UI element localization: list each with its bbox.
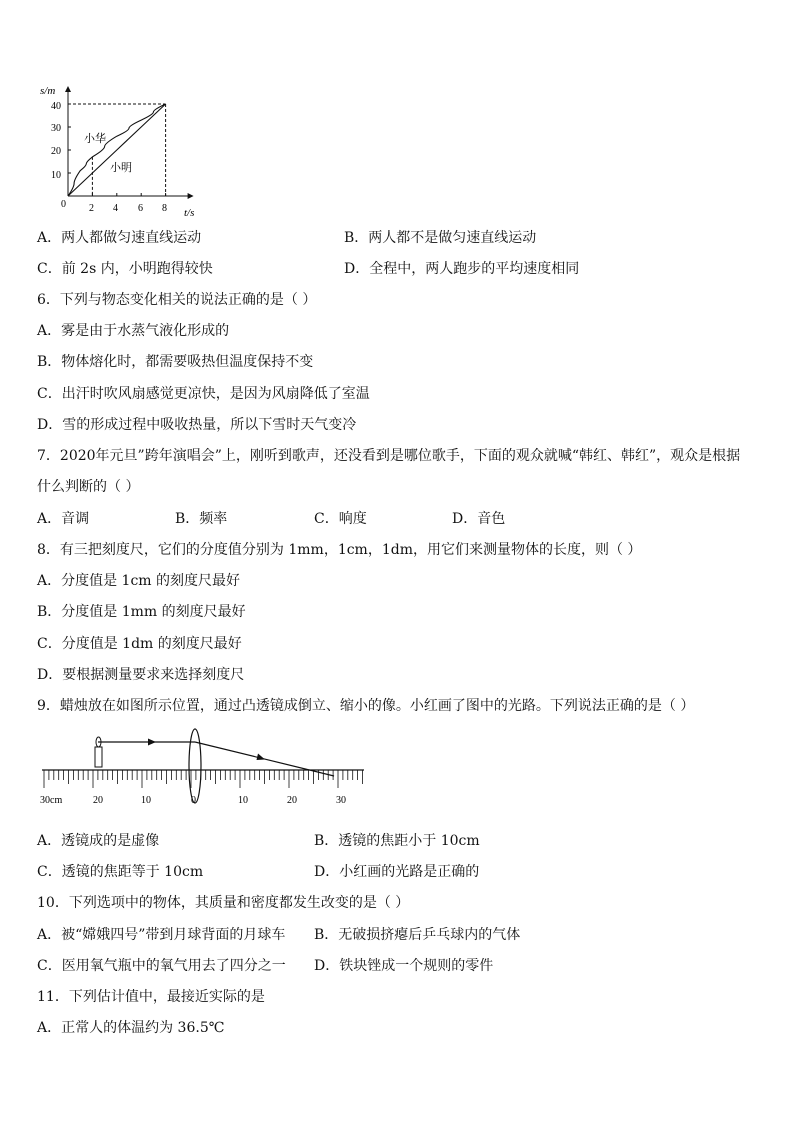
x-tick-label: 6 xyxy=(138,203,143,214)
q9-option-b[interactable]: B．透镜的焦距小于 10cm xyxy=(314,833,480,849)
y-tick-label: 40 xyxy=(51,101,61,112)
q7-option-a[interactable]: A．音调 xyxy=(37,511,90,527)
series-label-xiaohua: 小华 xyxy=(84,133,106,145)
q8-option-a[interactable]: A．分度值是 1cm 的刻度尺最好 xyxy=(37,573,241,589)
series-label-xiaoming: 小明 xyxy=(110,162,132,174)
x-axis-label: t/s xyxy=(184,207,195,219)
x-tick-label: 8 xyxy=(162,203,167,214)
y-axis-arrow-icon xyxy=(65,86,71,92)
q6-stem: 6．下列与物态变化相关的说法正确的是（ ） xyxy=(37,292,317,308)
q7-stem-line1: 7．2020年元旦”跨年演唱会”上，刚听到歌声，还没看到是哪位歌手，下面的观众就喊“韩红、韩红”，观众是根据 xyxy=(37,448,741,464)
q6-option-d[interactable]: D．雪的形成过程中吸收热量，所以下雪时天气变冷 xyxy=(37,417,357,433)
ruler-label: 10 xyxy=(238,795,248,806)
q8-option-c[interactable]: C．分度值是 1dm 的刻度尺最好 xyxy=(37,636,242,652)
series-line-1 xyxy=(68,104,166,196)
q8-stem: 8．有三把刻度尺，它们的分度值分别为 1mm，1cm，1dm，用它们来测量物体的长度，则（ ） xyxy=(37,542,642,558)
q8-option-d[interactable]: D．要根据测量要求来选择刻度尺 xyxy=(37,667,245,683)
y-axis-label: s/m xyxy=(40,85,56,97)
lens-ruler-diagram xyxy=(34,726,374,818)
y-tick-label: 30 xyxy=(51,123,61,134)
y-tick-label: 10 xyxy=(51,170,61,181)
q10-stem: 10．下列选项中的物体，其质量和密度都发生改变的是（ ） xyxy=(37,895,410,911)
q7-stem-line2: 什么判断的（ ） xyxy=(37,479,140,495)
candle-icon xyxy=(95,747,102,767)
q11-option-a[interactable]: A．正常人的体温约为 36.5℃ xyxy=(37,1020,225,1036)
q6-option-c[interactable]: C．出汗时吹风扇感觉更凉快，是因为风扇降低了室温 xyxy=(37,386,370,402)
q10-option-a[interactable]: A．被“嫦娥四号”带到月球背面的月球车 xyxy=(37,927,286,943)
q9-option-d[interactable]: D．小红画的光路是正确的 xyxy=(314,864,480,880)
distance-time-graph xyxy=(38,84,238,224)
x-tick-label: 2 xyxy=(89,203,94,214)
q7-option-d[interactable]: D．音色 xyxy=(452,511,506,527)
arrow-icon xyxy=(148,739,156,746)
ruler-label: 30 xyxy=(336,795,346,806)
q7-option-c[interactable]: C．响度 xyxy=(314,511,367,527)
q8-option-b[interactable]: B．分度值是 1mm 的刻度尺最好 xyxy=(37,604,246,620)
q9-option-c[interactable]: C．透镜的焦距等于 10cm xyxy=(37,864,204,880)
ruler-label: 10 xyxy=(141,795,151,806)
arrow-icon xyxy=(257,754,266,761)
q6-option-a[interactable]: A．雾是由于水蒸气液化形成的 xyxy=(37,323,230,339)
q5-option-b[interactable]: B．两人都不是做匀速直线运动 xyxy=(344,230,537,246)
ruler-label: 0 xyxy=(191,795,196,806)
q5-option-c[interactable]: C．前 2s 内，小明跑得较快 xyxy=(37,261,213,277)
ruler-label: 20 xyxy=(93,795,103,806)
q6-option-b[interactable]: B．物体熔化时，都需要吸热但温度保持不变 xyxy=(37,354,314,370)
origin-label: 0 xyxy=(61,199,66,210)
ruler-label: 30cm xyxy=(40,795,63,806)
q10-option-b[interactable]: B．无破损挤瘪后乒乓球内的气体 xyxy=(314,927,521,943)
q5-option-a[interactable]: A．两人都做匀速直线运动 xyxy=(37,230,202,246)
q7-option-b[interactable]: B．频率 xyxy=(175,511,228,527)
q5-option-d[interactable]: D．全程中，两人跑步的平均速度相同 xyxy=(344,261,580,277)
y-tick-label: 20 xyxy=(51,146,61,157)
ruler-label: 20 xyxy=(287,795,297,806)
q9-stem: 9．蜡烛放在如图所示位置，通过凸透镜成倒立、缩小的像。小红画了图中的光路。下列说法正确的是（ ） xyxy=(37,698,695,714)
q9-option-a[interactable]: A．透镜成的是虚像 xyxy=(37,833,160,849)
q11-stem: 11．下列估计值中，最接近实际的是 xyxy=(37,989,265,1005)
q10-option-c[interactable]: C．医用氧气瓶中的氧气用去了四分之一 xyxy=(37,958,286,974)
convex-lens xyxy=(189,729,201,803)
q10-option-d[interactable]: D．铁块锉成一个规则的零件 xyxy=(314,958,494,974)
x-tick-label: 4 xyxy=(113,203,118,214)
x-axis-arrow-icon xyxy=(188,193,194,199)
